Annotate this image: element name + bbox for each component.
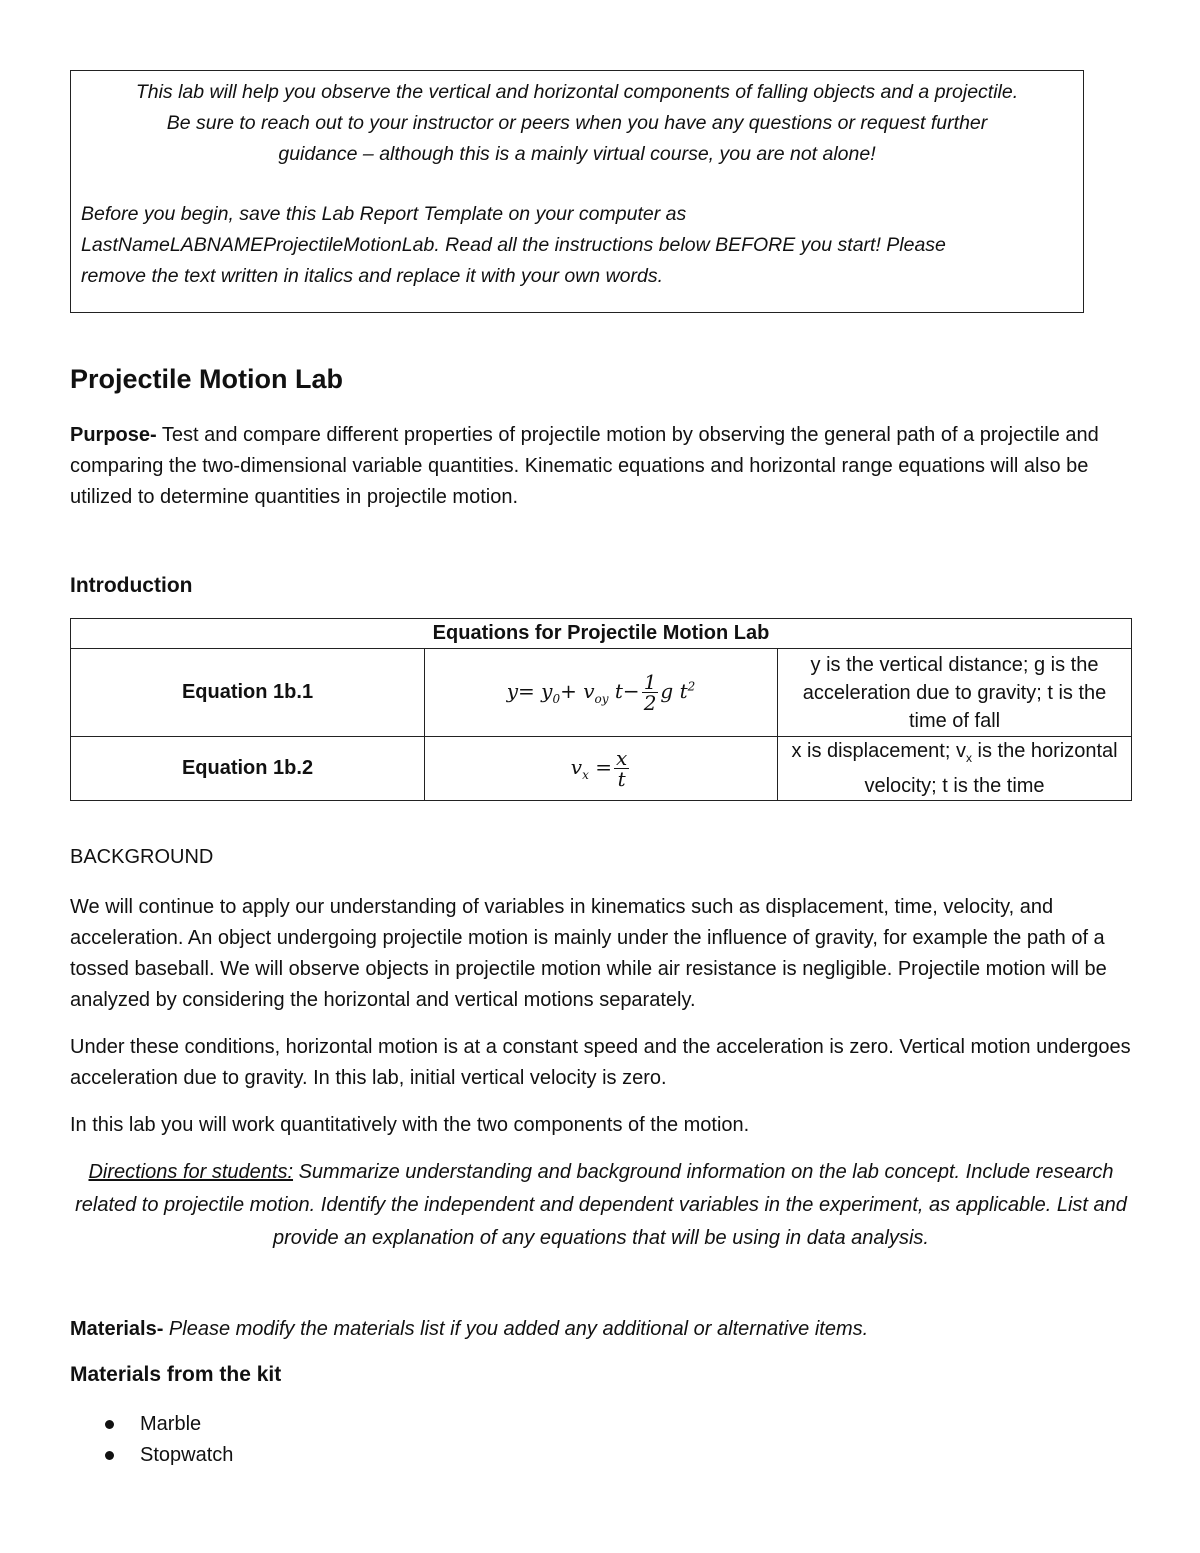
instructions-line: guidance – although this is a mainly virtual course, you are not alone! xyxy=(278,143,876,165)
background-paragraph: In this lab you will work quantitatively with the two components of the motion. xyxy=(70,1114,750,1136)
equations-table-header: Equations for Projectile Motion Lab xyxy=(71,619,1132,649)
instructions-line: remove the text written in italics and replace it with your own words. xyxy=(81,265,664,287)
purpose-text: Test and compare different properties of projectile motion by observing the general path of a projectile and comparing the two-dimensional variable quantities. Kinematic equations and horizontal range equations will also be utilized to determine quantities in projectile motion. xyxy=(70,424,1099,508)
equations-table xyxy=(70,618,1132,801)
table-row xyxy=(71,649,1132,737)
instructions-line: Before you begin, save this Lab Report Template on your computer as xyxy=(81,203,687,225)
page-title: Projectile Motion Lab xyxy=(70,364,344,394)
instructions-line: This lab will help you observe the vertical and horizontal components of falling objects and a projectile. xyxy=(135,81,1019,103)
materials-list xyxy=(70,1409,233,1471)
equation-formula: $v_x$ = $\frac{x}{t}$ xyxy=(425,737,778,801)
background-heading: BACKGROUND xyxy=(70,846,214,868)
background-paragraph: Under these conditions, horizontal motion is at a constant speed and the acceleration is zero. Vertical motion undergoes acceleration due to gravity. In this lab, initial vertical velocity is zero. xyxy=(70,1036,1131,1089)
materials-label: Materials- xyxy=(70,1318,164,1340)
directions-label: Directions for students: xyxy=(88,1161,294,1183)
list-item: Stopwatch xyxy=(70,1440,233,1471)
introduction-heading: Introduction xyxy=(70,574,193,597)
equation-formula: $y= y_0+ v_{oy}$ t− $\frac{1}{2}$ g $t^2$ xyxy=(425,649,778,737)
materials-paragraph xyxy=(70,1318,868,1341)
table-row xyxy=(71,737,1132,801)
purpose-paragraph xyxy=(70,420,1140,513)
bullet-icon xyxy=(105,1451,114,1460)
directions-paragraph xyxy=(70,1156,1132,1255)
directions-text: Summarize understanding and background information on the lab concept. Include research related to projectile motion. Identify the independent and dependent variables in the experiment, as applicable. List and provide an explanation of any equations that will be using in data analysis. xyxy=(75,1161,1127,1249)
equation-description: x is displacement; $v_x$ is the horizontal velocity; t is the time xyxy=(778,737,1132,801)
bullet-icon xyxy=(105,1420,114,1429)
purpose-label: Purpose- xyxy=(70,424,157,446)
equation-description: y is the vertical distance; g is the acceleration due to gravity; t is the time of fall xyxy=(778,649,1132,737)
materials-note: Please modify the materials list if you added any additional or alternative items. xyxy=(163,1318,869,1340)
instructions-line: Be sure to reach out to your instructor or peers when you have any questions or request further xyxy=(166,112,988,134)
equation-name: Equation 1b.2 xyxy=(71,737,425,801)
list-item: Marble xyxy=(70,1409,233,1440)
background-paragraph: We will continue to apply our understanding of variables in kinematics such as displacement, time, velocity, and acceleration. An object undergoing projectile motion is mainly under the influence of gravity, for example the path of a tossed baseball. We will observe objects in projectile motion while air resistance is negligible. Projectile motion will be analyzed by considering the horizontal and vertical motions separately. xyxy=(70,896,1107,1011)
kit-heading: Materials from the kit xyxy=(70,1363,282,1386)
instructions-line: LastNameLABNAMEProjectileMotionLab. Read all the instructions below BEFORE you start! Please xyxy=(81,234,946,256)
equation-name: Equation 1b.1 xyxy=(71,649,425,737)
instructions-box xyxy=(70,70,1084,313)
